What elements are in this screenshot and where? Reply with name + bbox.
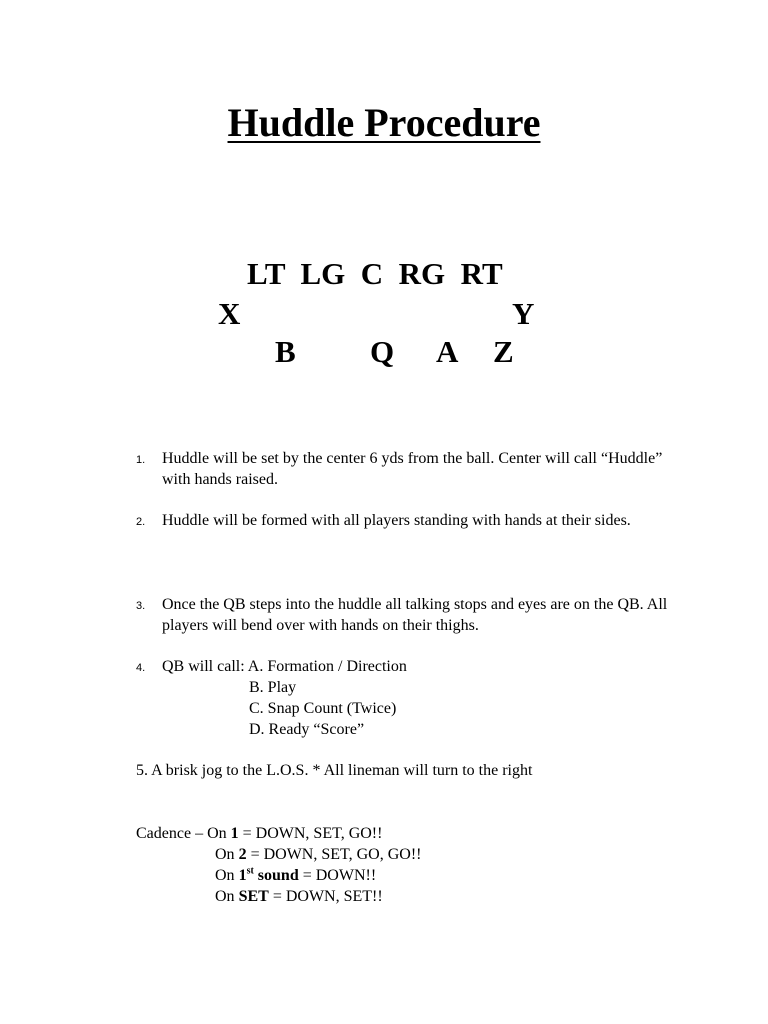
cadence-line-4 (215, 886, 383, 907)
position-c: C (360, 256, 384, 291)
position-rt: RT (460, 256, 503, 291)
list-number: 4. (136, 662, 146, 674)
ordinal-suffix: st (246, 865, 254, 877)
cadence-line-3 (215, 865, 376, 886)
qb-call-play: B. Play (249, 679, 297, 696)
cadence-line-2 (215, 844, 421, 865)
position-lg: LG (300, 256, 346, 291)
formation-row-line (247, 254, 503, 294)
position-z: Z (493, 334, 514, 369)
cadence-prefix: On (215, 846, 239, 863)
cadence-prefix: On (215, 888, 239, 905)
cadence-line-1 (136, 823, 382, 844)
cadence-count: 2 (238, 846, 247, 863)
list-number: 1. (136, 454, 146, 466)
qb-call-ready: D. Ready “Score” (249, 721, 365, 738)
position-q: Q (370, 334, 395, 369)
list-text: Once the QB steps into the huddle all talking stops and eyes are on the QB. All players will bend over with hands on their thighs. (162, 596, 668, 634)
position-lt: LT (247, 256, 285, 291)
cadence-call: = DOWN, SET!! (268, 888, 383, 905)
list-number: 2. (136, 516, 146, 528)
position-a: A (436, 334, 459, 369)
cadence-count: SET (238, 888, 269, 905)
cadence-prefix: On (215, 867, 239, 884)
list-text: QB will call: A. Formation / Direction (162, 658, 407, 675)
list-text: Huddle will be set by the center 6 yds from the ball. Center will call “Huddle” with hands raised. (162, 450, 663, 488)
cadence-count (239, 867, 299, 884)
page-title: Huddle Procedure (227, 100, 541, 145)
cadence-call: = DOWN, SET, GO, GO!! (246, 846, 422, 863)
position-x: X (218, 296, 241, 331)
step-five: 5. A brisk jog to the L.O.S. * All lineman will turn to the right (136, 762, 533, 779)
list-number: 3. (136, 600, 146, 612)
position-y: Y (512, 296, 535, 331)
cadence-label: Cadence – On (136, 825, 231, 842)
cadence-call: = DOWN!! (298, 867, 377, 884)
cadence-count: 1 (230, 825, 239, 842)
position-rg: RG (398, 256, 446, 291)
position-b: B (275, 334, 296, 369)
cadence-number: 1 (238, 867, 247, 884)
cadence-call: = DOWN, SET, GO!! (238, 825, 383, 842)
qb-call-snap-count: C. Snap Count (Twice) (249, 700, 397, 717)
list-text: Huddle will be formed with all players standing with hands at their sides. (162, 512, 631, 529)
cadence-word: sound (253, 867, 299, 884)
